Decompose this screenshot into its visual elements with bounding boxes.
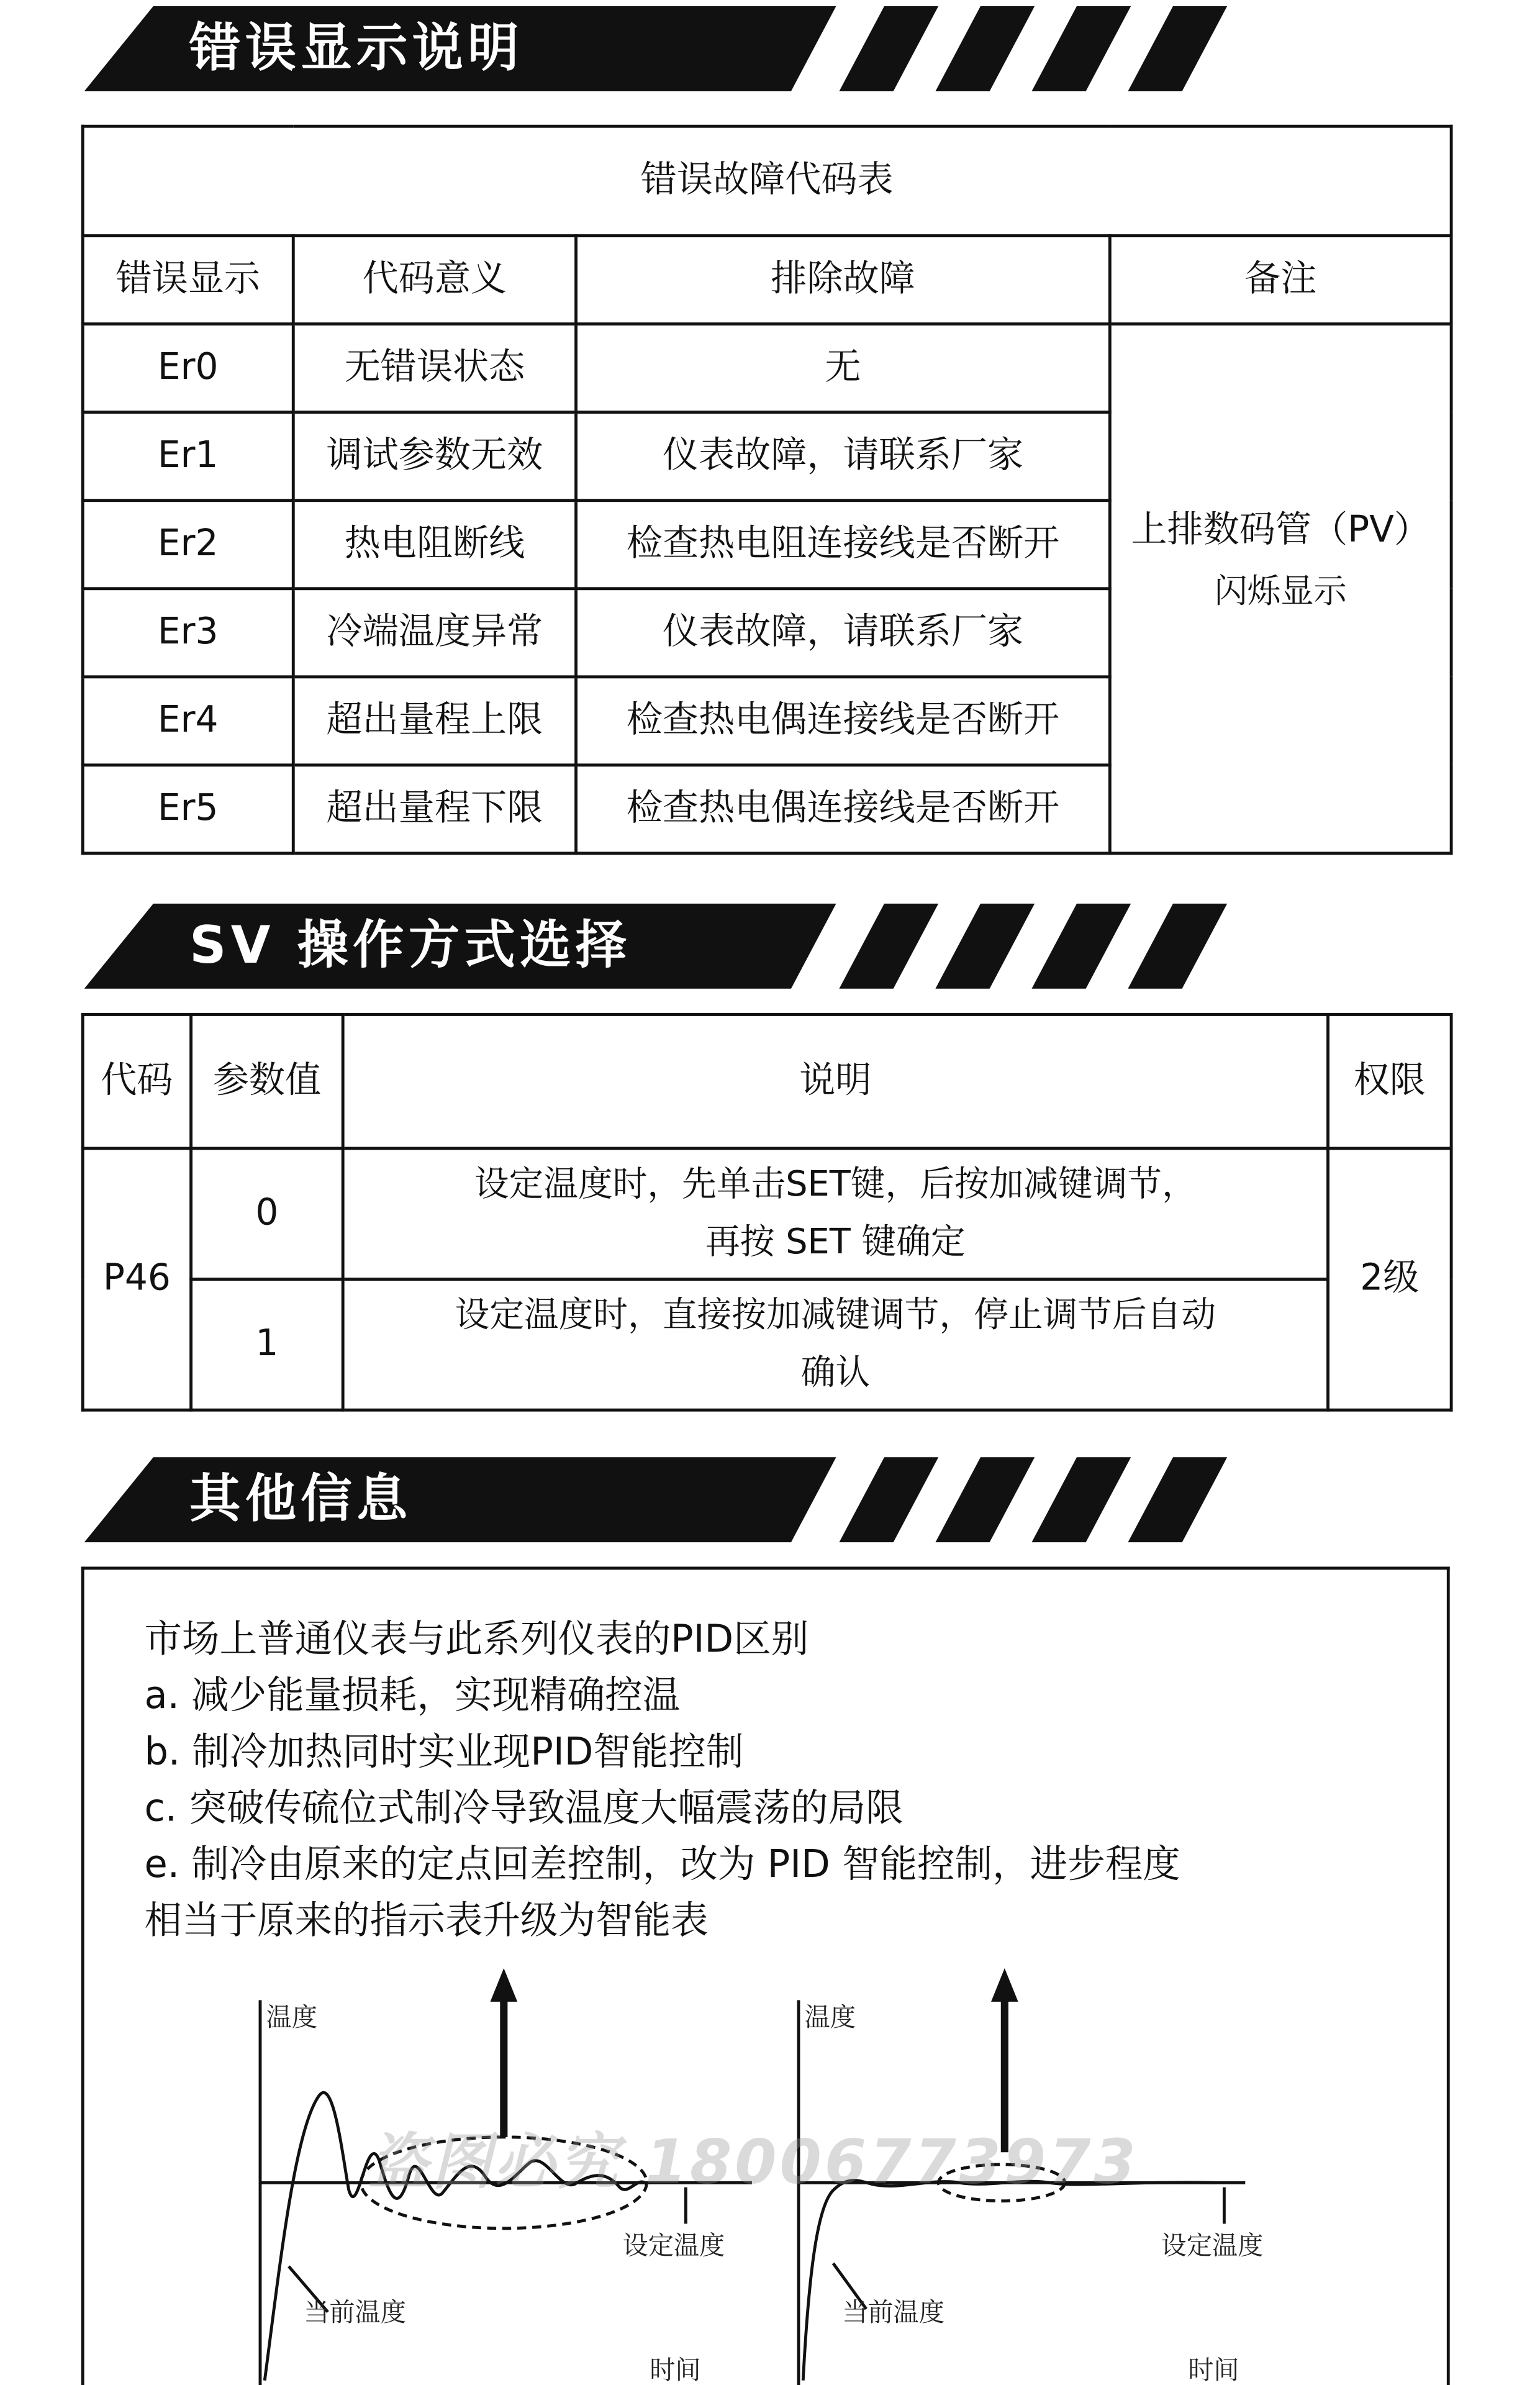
error-fix: 检查热电阻连接线是否断开	[576, 501, 1110, 589]
section-banner-sv-mode	[84, 904, 1243, 989]
error-meaning: 调试参数无效	[293, 412, 576, 501]
error-fix: 无	[576, 324, 1110, 412]
error-code-table	[81, 125, 1453, 855]
y-axis-label: 温度	[804, 2002, 856, 2033]
info-line: e. 制冷由原来的定点回差控制，改为 PID 智能控制，进步程度	[144, 1842, 1180, 1886]
current-temp-label: 当前温度	[304, 2297, 406, 2328]
up-arrow-icon	[991, 1968, 1018, 2002]
info-line: c. 突破传硫位式制冷导致温度大幅震荡的局限	[144, 1786, 904, 1830]
section-title: 错误显示说明	[189, 18, 523, 80]
param-desc	[343, 1148, 1328, 1279]
error-fix: 检查热电偶连接线是否断开	[576, 677, 1110, 765]
header-cell: 代码意义	[293, 236, 576, 324]
sv-mode-table	[81, 1013, 1453, 1412]
note-line: 闪烁显示	[1214, 574, 1347, 612]
param-desc	[343, 1279, 1328, 1411]
current-temp-label: 当前温度	[842, 2297, 944, 2328]
desc-line: 再按 SET 键确定	[705, 1222, 966, 1263]
desc-line: 设定温度时，先单击SET键，后按加减键调节，	[474, 1165, 1197, 1205]
desc-line: 确认	[800, 1353, 871, 1394]
table-title: 错误故障代码表	[83, 126, 1451, 235]
error-code: Er3	[83, 589, 293, 677]
x-axis-label: 时间	[650, 2355, 701, 2385]
error-fix: 仪表故障，请联系厂家	[576, 412, 1110, 501]
permission: 2级	[1328, 1148, 1452, 1410]
error-fix: 仪表故障，请联系厂家	[576, 589, 1110, 677]
table-row	[83, 324, 1451, 412]
watermark: 盗图必究 18006773973	[368, 2128, 1139, 2198]
setpoint-label: 设定温度	[622, 2230, 725, 2261]
info-line: a. 减少能量损耗，实现精确控温	[144, 1673, 681, 1717]
up-arrow-icon	[491, 1968, 518, 2002]
header-cell: 说明	[343, 1014, 1328, 1148]
header-cell: 权限	[1328, 1014, 1452, 1148]
temperature-curve	[803, 2181, 1215, 2381]
info-line: 相当于原来的指示表升级为智能表	[144, 1898, 709, 1943]
error-code: Er0	[83, 324, 293, 412]
table-row	[83, 1148, 1451, 1279]
param-value: 0	[191, 1148, 343, 1279]
error-meaning: 无错误状态	[293, 324, 576, 412]
error-meaning: 冷端温度异常	[293, 589, 576, 677]
desc-line: 设定温度时，直接按加减键调节，停止调节后自动	[455, 1296, 1216, 1336]
header-cell: 排除故障	[576, 236, 1110, 324]
param-value: 1	[191, 1279, 343, 1411]
header-cell: 备注	[1110, 236, 1451, 324]
header-cell: 错误显示	[83, 236, 293, 324]
info-line: 市场上普通仪表与此系列仪表的PID区别	[144, 1617, 809, 1661]
section-title: 其他信息	[189, 1469, 412, 1530]
header-cell: 参数值	[191, 1014, 343, 1148]
table-row	[83, 1279, 1451, 1411]
section-banner-errors	[84, 6, 1243, 91]
note-line: 上排数码管（PV）	[1131, 507, 1431, 551]
param-code: P46	[83, 1148, 191, 1410]
y-axis-label: 温度	[266, 2002, 318, 2033]
note-cell	[1110, 324, 1451, 853]
error-code: Er2	[83, 501, 293, 589]
error-fix: 检查热电偶连接线是否断开	[576, 765, 1110, 853]
error-code: Er1	[83, 412, 293, 501]
header-cell: 代码	[83, 1014, 191, 1148]
info-line: b. 制冷加热同时实业现PID智能控制	[144, 1729, 744, 1774]
error-meaning: 热电阻断线	[293, 501, 576, 589]
x-axis-label: 时间	[1188, 2355, 1239, 2385]
error-meaning: 超出量程下限	[293, 765, 576, 853]
setpoint-label: 设定温度	[1161, 2230, 1264, 2261]
section-banner-other-info	[84, 1457, 1243, 1542]
error-code: Er5	[83, 765, 293, 853]
error-meaning: 超出量程上限	[293, 677, 576, 765]
error-code: Er4	[83, 677, 293, 765]
section-title: SV 操作方式选择	[189, 915, 632, 977]
